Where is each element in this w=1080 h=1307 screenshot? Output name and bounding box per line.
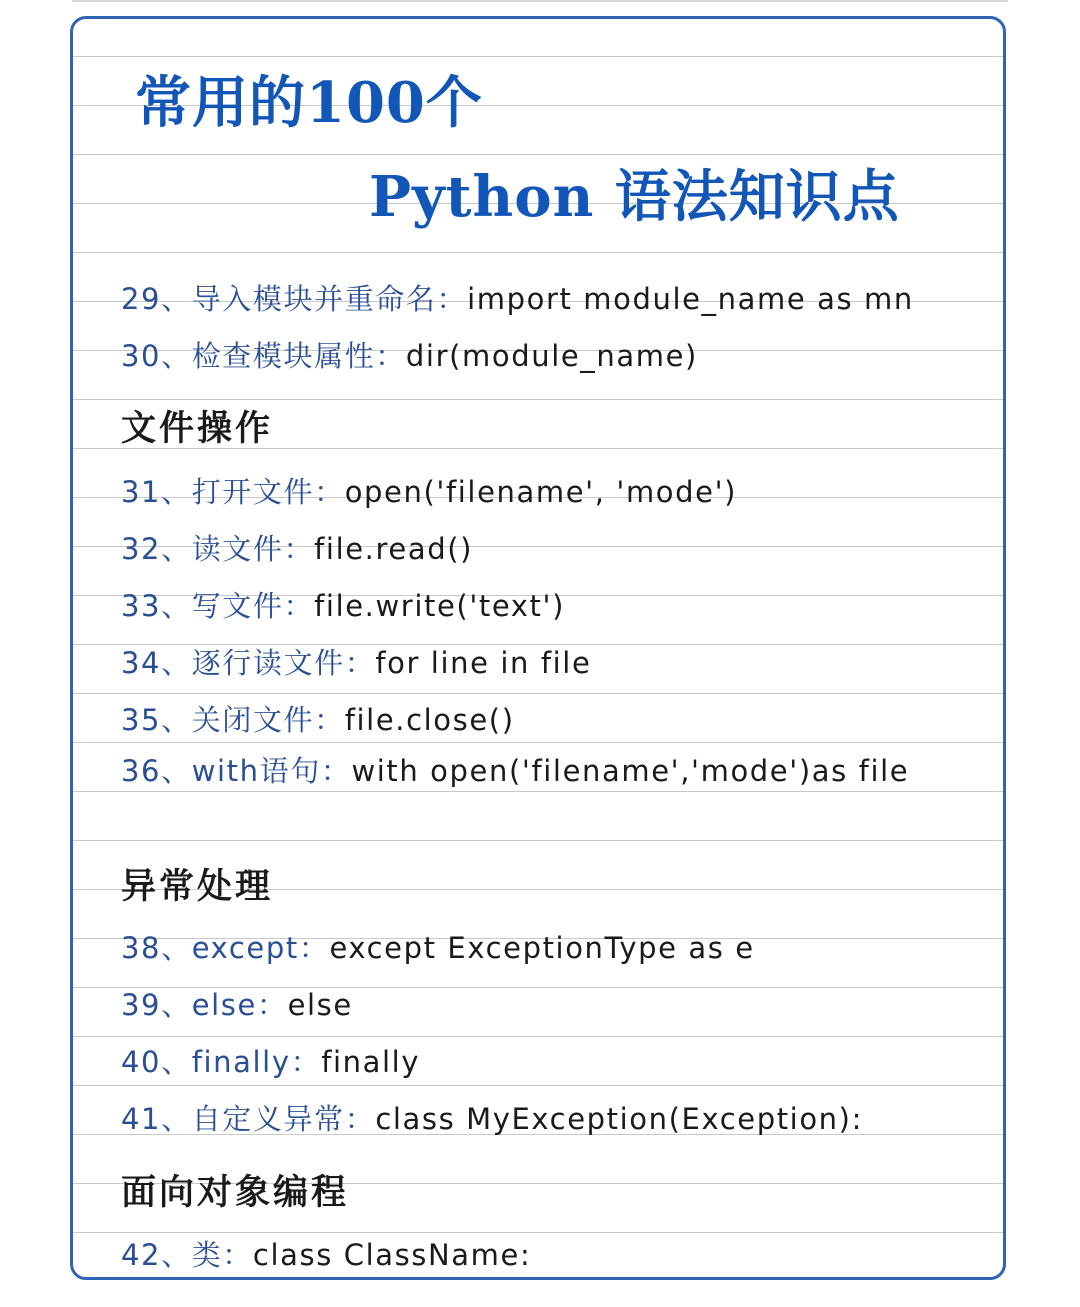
item-label: 29、导入模块并重命名：	[121, 282, 468, 316]
list-item	[121, 698, 515, 739]
item-label: 32、读文件：	[121, 532, 315, 566]
item-code: file.write('text')	[314, 589, 566, 623]
item-label: 34、逐行读文件：	[121, 646, 376, 680]
top-divider	[72, 0, 1008, 2]
list-item	[121, 1097, 863, 1138]
item-label: 41、自定义异常：	[121, 1102, 376, 1136]
item-label: 31、打开文件：	[121, 475, 345, 509]
item-code: import module_name as mn	[467, 282, 914, 316]
item-code: except ExceptionType as e	[329, 931, 755, 965]
item-code: file.read()	[314, 532, 474, 566]
title-line2: Python 语法知识点	[369, 164, 900, 230]
list-item	[121, 1233, 531, 1274]
section-heading-file-ops: 文件操作	[121, 409, 274, 449]
item-label: 33、写文件：	[121, 589, 315, 623]
ruled-line	[73, 1036, 1003, 1037]
item-label: 40、finally：	[121, 1045, 322, 1079]
list-item	[121, 527, 473, 568]
list-item	[121, 277, 914, 318]
ruled-line	[73, 252, 1003, 253]
item-label: 42、类：	[121, 1238, 253, 1272]
ruled-line	[73, 840, 1003, 841]
list-item	[121, 752, 941, 790]
list-item	[121, 983, 353, 1024]
section-heading-oop: 面向对象编程	[121, 1173, 350, 1213]
list-item	[121, 470, 737, 511]
item-code: open('filename', 'mode')	[344, 475, 738, 509]
item-code: for line in file	[375, 646, 592, 680]
item-label: 30、检查模块属性：	[121, 339, 406, 373]
item-label: 35、关闭文件：	[121, 703, 345, 737]
item-code: file.close()	[344, 703, 515, 737]
section-heading-exceptions: 异常处理	[121, 867, 274, 907]
item-label: 38、except：	[121, 931, 330, 965]
ruled-line	[73, 791, 1003, 792]
list-item	[121, 334, 698, 375]
title-line1: 常用的100个	[135, 70, 483, 136]
item-label: 36、with语句：	[121, 754, 352, 788]
item-code: else	[287, 988, 353, 1022]
note-card	[70, 16, 1006, 1280]
item-code: with open('filename','mode')as file	[351, 754, 910, 788]
ruled-line	[73, 1085, 1003, 1086]
list-item	[121, 1040, 420, 1081]
ruled-line	[73, 399, 1003, 400]
ruled-line	[73, 742, 1003, 743]
ruled-line	[73, 693, 1003, 694]
item-label: 39、else：	[121, 988, 288, 1022]
ruled-line	[73, 56, 1003, 57]
list-item	[121, 641, 591, 682]
item-code: class ClassName:	[252, 1238, 532, 1272]
item-code: class MyException(Exception):	[375, 1102, 863, 1136]
item-code: finally	[321, 1045, 421, 1079]
list-item	[121, 584, 565, 625]
item-code: dir(module_name)	[405, 339, 698, 373]
list-item	[121, 926, 755, 967]
